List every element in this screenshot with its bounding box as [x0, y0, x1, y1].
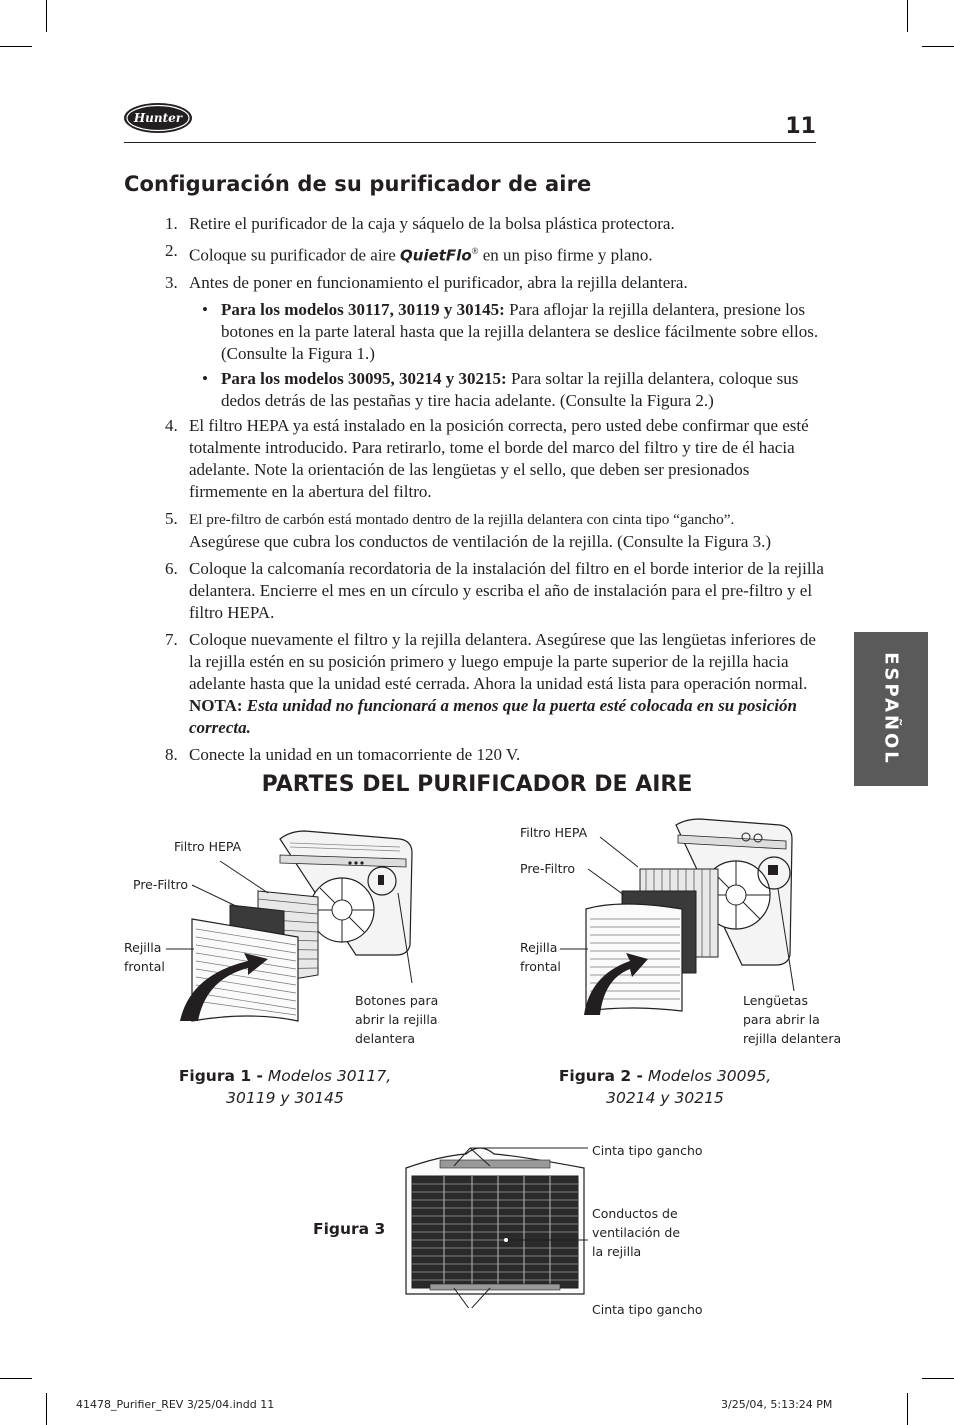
footer-file: 41478_Purifier_REV 3/25/04.indd 11: [76, 1398, 275, 1411]
crop-mark: [46, 1393, 47, 1425]
svg-text:Hunter: Hunter: [133, 111, 183, 125]
label-botones: Botones para abrir la rejilla delantera: [355, 993, 439, 1046]
figure-2-caption: Figura 2 - Modelos 30095, 30214 y 30215: [558, 1067, 772, 1107]
crop-mark: [907, 0, 908, 32]
figure-3-illustration: [400, 1138, 590, 1308]
hunter-logo: [122, 101, 194, 135]
list-item: • Para los modelos 30095, 30214 y 30215: Para soltar la rejilla delantera, coloque sus dedos detrás de las pestañas y tire hacia adelante. (Consulte la Figura 2.): [202, 368, 799, 410]
label-cinta-gancho-top: Cinta tipo gancho: [592, 1143, 703, 1158]
section-title: Configuración de su purificador de aire: [124, 172, 592, 196]
label-filtro-hepa-2: Filtro HEPA: [520, 825, 588, 840]
list-item: 4. El filtro HEPA ya está instalado en la posición correcta, pero usted debe confirmar que esté totalmente introducido. Para retirarlo, tome el borde del marco del filtro y tire de él hacia adelante. Note la orientación de las lengüetas y el sello, que deben ser presionados firmemente en la abertura del filtro.: [165, 415, 809, 501]
page-number: 11: [785, 114, 816, 139]
parts-title: PARTES DEL PURIFICADOR DE AIRE: [261, 772, 693, 797]
instruction-list: [124, 213, 824, 771]
crop-mark: [0, 1378, 32, 1379]
crop-mark: [922, 46, 954, 47]
label-conductos: Conductos de ventilación de la rejilla: [592, 1206, 681, 1259]
figure-3-caption: Figura 3: [313, 1220, 386, 1238]
crop-mark: [922, 1378, 954, 1379]
label-pre-filtro-2: Pre-Filtro: [520, 861, 576, 876]
quietflo-brand: QuietFlo: [400, 246, 472, 265]
header-rule: [124, 142, 816, 143]
label-cinta-gancho-bottom: Cinta tipo gancho: [592, 1302, 703, 1317]
crop-mark: [0, 46, 32, 47]
label-pre-filtro: Pre-Filtro: [133, 877, 189, 892]
list-item: 5. El pre-filtro de carbón está montado dentro de la rejilla delantera con cinta tipo “gancho”. Asegúrese que cubra los conductos de ventilación de la rejilla. (Consulte la Figura 3.): [165, 508, 772, 551]
figure-1-caption: Figura 1 - Modelos 30117, 30119 y 30145: [178, 1067, 392, 1107]
label-filtro-hepa: Filtro HEPA: [174, 839, 242, 854]
language-tab: ESPAÑOL: [854, 632, 928, 786]
list-item: • Para los modelos 30117, 30119 y 30145: Para aflojar la rejilla delantera, presione los botones en la parte lateral hasta que la rejilla delantera se deslice fácilmente sobre ellos. (Consulte la Figura 1.): [202, 299, 819, 363]
label-lenguetas: Lengüetas para abrir la rejilla delantera: [743, 993, 842, 1046]
list-item: 1. Retire el purificador de la caja y sáquelo de la bolsa plástica protectora.: [165, 214, 675, 233]
list-item: 7. Coloque nuevamente el filtro y la rejilla delantera. Asegúrese que las lengüetas inferiores de la rejilla estén en su posición primero y luego empuje la parte superior de la rejilla hacia adelante hasta que la unidad esté cerrada. Ahora la unidad está lista para operación normal. NOTA: Esta unidad no funcionará a menos que la puerta esté colocada en su posición correcta.: [165, 629, 816, 737]
label-rejilla-frontal: Rejilla frontal: [124, 940, 165, 974]
list-item: 3. Antes de poner en funcionamiento el purificador, abra la rejilla delantera.: [165, 272, 688, 292]
crop-mark: [907, 1393, 908, 1425]
list-item: 8. Conecte la unidad en un tomacorriente de 120 V.: [165, 744, 521, 764]
label-rejilla-frontal-2: Rejilla frontal: [520, 940, 561, 974]
list-item: 2. Coloque su purificador de aire QuietFlo® en un piso firme y plano.: [165, 241, 653, 265]
list-item: 6. Coloque la calcomanía recordatoria de la instalación del filtro en el borde interior de la rejilla delantera. Encierre el mes en un círculo y escriba el año de instalación para el pre-filtro y el filtro HEPA.: [165, 558, 824, 622]
footer-timestamp: 3/25/04, 5:13:24 PM: [721, 1398, 833, 1411]
crop-mark: [46, 0, 47, 32]
